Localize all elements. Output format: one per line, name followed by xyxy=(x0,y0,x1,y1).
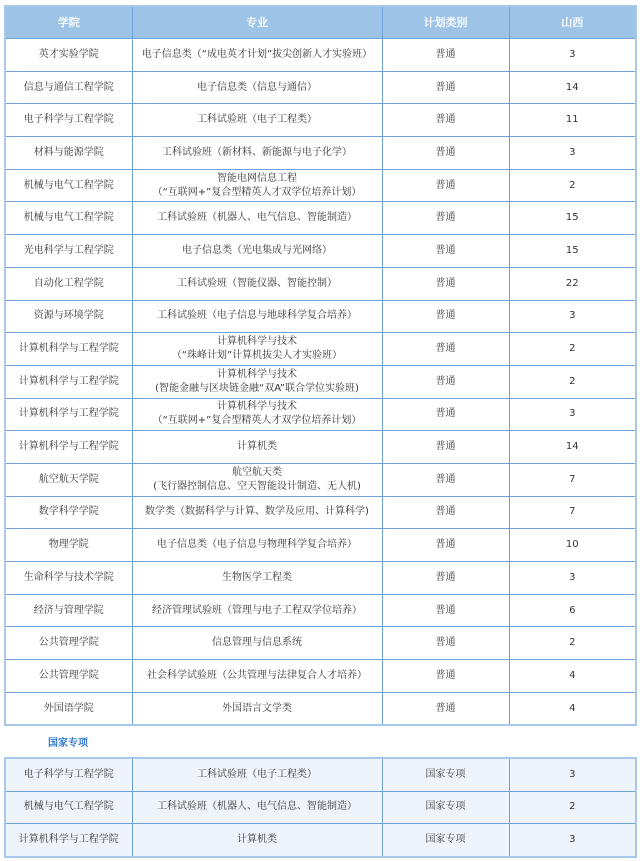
major-line: 航空航天类 xyxy=(232,466,282,478)
cell-count: 11 xyxy=(509,104,636,137)
section-label-national-special: 国家专项 xyxy=(48,738,88,749)
cell-college: 计算机科学与工程学院 xyxy=(5,398,132,431)
header-province: 山西 xyxy=(509,6,636,39)
cell-major xyxy=(132,496,382,529)
cell-plan-type: 普通 xyxy=(382,496,509,529)
header-major: 专业 xyxy=(132,6,382,39)
cell-plan-type: 普通 xyxy=(382,627,509,660)
table-row xyxy=(5,333,636,366)
table-row xyxy=(5,758,636,791)
cell-plan-type: 国家专项 xyxy=(382,758,509,791)
admission-plan-table xyxy=(4,5,637,726)
cell-college: 公共管理学院 xyxy=(5,660,132,693)
cell-count: 6 xyxy=(509,594,636,627)
major-line: 工科试验班（智能仪器、智能控制） xyxy=(177,277,337,289)
table-row xyxy=(5,627,636,660)
cell-college: 计算机科学与工程学院 xyxy=(5,431,132,464)
cell-college: 物理学院 xyxy=(5,529,132,562)
table-header-row xyxy=(5,6,636,39)
cell-college: 机械与电气工程学院 xyxy=(5,169,132,202)
major-line: 计算机类 xyxy=(237,833,277,845)
cell-major xyxy=(132,562,382,595)
cell-plan-type: 普通 xyxy=(382,365,509,398)
cell-major xyxy=(132,627,382,660)
table-row xyxy=(5,104,636,137)
table-row xyxy=(5,39,636,72)
cell-college: 机械与电气工程学院 xyxy=(5,202,132,235)
cell-college: 计算机科学与工程学院 xyxy=(5,333,132,366)
cell-college: 资源与环境学院 xyxy=(5,300,132,333)
cell-major xyxy=(132,104,382,137)
cell-college: 光电科学与工程学院 xyxy=(5,235,132,268)
cell-plan-type: 普通 xyxy=(382,202,509,235)
cell-plan-type: 普通 xyxy=(382,267,509,300)
major-line: 外国语言文学类 xyxy=(222,702,292,714)
national-special-table xyxy=(4,757,637,858)
cell-plan-type: 普通 xyxy=(382,562,509,595)
cell-major xyxy=(132,529,382,562)
major-line: 工科试验班（电子工程类） xyxy=(197,114,317,126)
table-row xyxy=(5,562,636,595)
cell-major xyxy=(132,71,382,104)
major-line: 计算机科学与技术 xyxy=(217,368,297,380)
cell-plan-type: 普通 xyxy=(382,660,509,693)
cell-college: 英才实验学院 xyxy=(5,39,132,72)
cell-major xyxy=(132,758,382,791)
cell-plan-type: 普通 xyxy=(382,594,509,627)
cell-college: 信息与通信工程学院 xyxy=(5,71,132,104)
cell-plan-type: 普通 xyxy=(382,235,509,268)
major-line: 经济管理试验班（管理与电子工程双学位培养） xyxy=(152,604,362,616)
cell-major xyxy=(132,137,382,170)
table-row xyxy=(5,496,636,529)
header-college: 学院 xyxy=(5,6,132,39)
cell-plan-type: 普通 xyxy=(382,137,509,170)
cell-count: 3 xyxy=(509,758,636,791)
cell-college: 航空航天学院 xyxy=(5,463,132,496)
major-line: 电子信息类（“成电英才计划”拔尖创新人才实验班） xyxy=(141,48,373,60)
major-line: 计算机科学与技术 xyxy=(217,401,297,413)
major-line: 社会科学试验班（公共管理与法律复合人才培养） xyxy=(147,669,367,681)
cell-plan-type: 普通 xyxy=(382,529,509,562)
cell-plan-type: 普通 xyxy=(382,71,509,104)
cell-major xyxy=(132,398,382,431)
cell-major xyxy=(132,333,382,366)
cell-college: 计算机科学与工程学院 xyxy=(5,824,132,857)
cell-major xyxy=(132,39,382,72)
table-row xyxy=(5,463,636,496)
table-row xyxy=(5,791,636,824)
cell-major xyxy=(132,431,382,464)
cell-count: 3 xyxy=(509,824,636,857)
major-line: 智能电网信息工程 xyxy=(217,172,297,184)
cell-count: 2 xyxy=(509,627,636,660)
cell-major xyxy=(132,365,382,398)
cell-college: 电子科学与工程学院 xyxy=(5,104,132,137)
cell-college: 电子科学与工程学院 xyxy=(5,758,132,791)
cell-college: 材料与能源学院 xyxy=(5,137,132,170)
cell-count: 3 xyxy=(509,562,636,595)
cell-major xyxy=(132,463,382,496)
cell-count: 15 xyxy=(509,202,636,235)
major-line: （“珠峰计划”计算机拔尖人才实验班） xyxy=(171,350,343,362)
cell-college: 自动化工程学院 xyxy=(5,267,132,300)
cell-count: 14 xyxy=(509,71,636,104)
cell-major xyxy=(132,692,382,725)
table-body xyxy=(5,39,636,726)
cell-plan-type: 普通 xyxy=(382,463,509,496)
cell-college: 机械与电气工程学院 xyxy=(5,791,132,824)
major-line: 电子信息类（光电集成与光网络） xyxy=(182,244,332,256)
cell-count: 2 xyxy=(509,365,636,398)
table-row xyxy=(5,398,636,431)
cell-count: 3 xyxy=(509,39,636,72)
table-row xyxy=(5,169,636,202)
table-row xyxy=(5,137,636,170)
major-line: 工科试验班（新材料、新能源与电子化学） xyxy=(162,146,352,158)
major-line: （“互联网+”复合型精英人才双学位培养计划） xyxy=(152,186,362,198)
major-line: 工科试验班（电子工程类） xyxy=(197,768,317,780)
major-line: 数学类（数据科学与计算、数学及应用、计算科学) xyxy=(145,506,369,518)
cell-major xyxy=(132,594,382,627)
major-line: 工科试验班（电子信息与地球科学复合培养） xyxy=(157,310,357,322)
table-row xyxy=(5,824,636,857)
cell-major xyxy=(132,791,382,824)
major-line: 计算机类 xyxy=(237,441,277,453)
cell-plan-type: 普通 xyxy=(382,431,509,464)
header-plan-type: 计划类别 xyxy=(382,6,509,39)
cell-plan-type: 国家专项 xyxy=(382,791,509,824)
major-line: 工科试验班（机器人、电气信息、智能制造） xyxy=(157,801,357,813)
cell-count: 4 xyxy=(509,660,636,693)
table-row xyxy=(5,235,636,268)
cell-count: 14 xyxy=(509,431,636,464)
major-line: 电子信息类（信息与通信） xyxy=(197,81,317,93)
cell-college: 经济与管理学院 xyxy=(5,594,132,627)
major-line: 工科试验班（机器人、电气信息、智能制造） xyxy=(157,212,357,224)
cell-count: 3 xyxy=(509,300,636,333)
table-row xyxy=(5,300,636,333)
table-row xyxy=(5,692,636,725)
major-line: 电子信息类（电子信息与物理科学复合培养） xyxy=(157,539,357,551)
major-line: 信息管理与信息系统 xyxy=(212,637,302,649)
cell-count: 2 xyxy=(509,791,636,824)
cell-count: 7 xyxy=(509,496,636,529)
cell-count: 10 xyxy=(509,529,636,562)
cell-count: 3 xyxy=(509,398,636,431)
cell-plan-type: 普通 xyxy=(382,300,509,333)
cell-major xyxy=(132,169,382,202)
cell-college: 公共管理学院 xyxy=(5,627,132,660)
table-body xyxy=(5,758,636,857)
cell-major xyxy=(132,660,382,693)
major-line: (智能金融与区块链金融“双A”联合学位实验班) xyxy=(155,382,359,394)
cell-college: 外国语学院 xyxy=(5,692,132,725)
cell-count: 2 xyxy=(509,169,636,202)
cell-plan-type: 普通 xyxy=(382,692,509,725)
cell-plan-type: 普通 xyxy=(382,398,509,431)
table-row xyxy=(5,594,636,627)
cell-count: 15 xyxy=(509,235,636,268)
table-row xyxy=(5,431,636,464)
cell-major xyxy=(132,202,382,235)
table-row xyxy=(5,202,636,235)
cell-count: 2 xyxy=(509,333,636,366)
cell-count: 4 xyxy=(509,692,636,725)
major-line: （“互联网+”复合型精英人才双学位培养计划） xyxy=(152,415,362,427)
cell-count: 22 xyxy=(509,267,636,300)
cell-college: 数学科学学院 xyxy=(5,496,132,529)
major-line: 生物医学工程类 xyxy=(222,571,292,583)
cell-count: 3 xyxy=(509,137,636,170)
cell-college: 计算机科学与工程学院 xyxy=(5,365,132,398)
cell-plan-type: 普通 xyxy=(382,333,509,366)
cell-plan-type: 普通 xyxy=(382,104,509,137)
major-line: 计算机科学与技术 xyxy=(217,336,297,348)
cell-college: 生命科学与技术学院 xyxy=(5,562,132,595)
cell-major xyxy=(132,300,382,333)
table-row xyxy=(5,71,636,104)
cell-count: 7 xyxy=(509,463,636,496)
table-row xyxy=(5,365,636,398)
cell-major xyxy=(132,235,382,268)
cell-major xyxy=(132,267,382,300)
cell-plan-type: 国家专项 xyxy=(382,824,509,857)
major-line: (飞行器控制信息、空天智能设计制造、无人机) xyxy=(153,480,361,492)
table-row xyxy=(5,529,636,562)
cell-plan-type: 普通 xyxy=(382,169,509,202)
cell-plan-type: 普通 xyxy=(382,39,509,72)
cell-major xyxy=(132,824,382,857)
table-row xyxy=(5,660,636,693)
table-row xyxy=(5,267,636,300)
